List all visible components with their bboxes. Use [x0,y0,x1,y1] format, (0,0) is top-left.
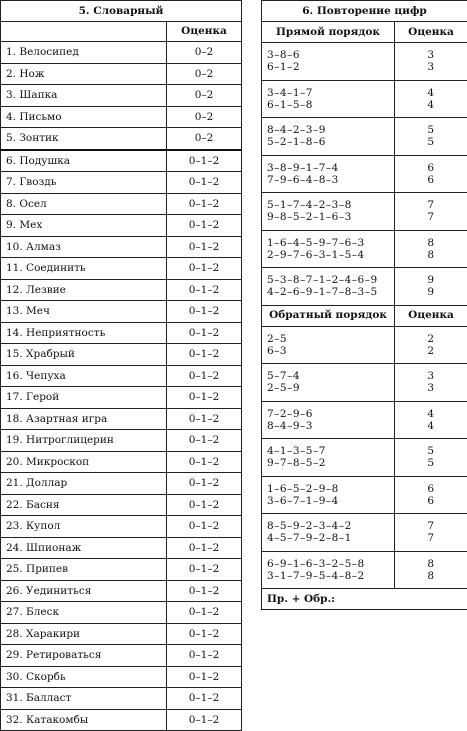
vocabulary-word: 5. Зонтик [1,128,167,150]
backward-order-header: Обратный порядок [262,305,395,326]
vocabulary-score: 0–1–2 [167,602,242,624]
sequence-trial-1: 1–6–4–5–9–7–6–3 [267,237,389,249]
sequence-trial-1: 3–4–1–7 [267,87,389,99]
forward-order-scores [395,268,467,306]
digit-span-table-body [262,1,467,610]
vocabulary-score: 0–1–2 [167,344,242,366]
vocabulary-row [1,473,242,495]
vocabulary-score: 0–1–2 [167,322,242,344]
vocabulary-score: 0–1–2 [167,580,242,602]
sequence-trial-2: 3–1–7–9–5–4–8–2 [267,570,389,582]
vocabulary-word: 32. Катакомбы [1,709,167,731]
vocabulary-word: 22. Басня [1,494,167,516]
sequence-trial-2: 4–5–7–9–2–8–1 [267,532,389,544]
backward-order-scores [395,439,467,477]
forward-order-row [262,155,467,193]
vocabulary-word: 20. Микроскоп [1,451,167,473]
backward-order-sequences [262,401,395,439]
sequence-trial-2: 9–7–8–5–2 [267,457,389,469]
vocabulary-row [1,236,242,258]
vocabulary-row [1,63,242,85]
forward-order-sequences [262,230,395,268]
vocabulary-word: 3. Шапка [1,85,167,107]
backward-order-scores [395,364,467,402]
backward-order-sequences [262,364,395,402]
score-trial-1: 7 [400,199,462,211]
vocabulary-score: 0–2 [167,106,242,128]
forward-order-row [262,193,467,231]
vocabulary-score: 0–1–2 [167,709,242,731]
vocabulary-row [1,85,242,107]
score-trial-1: 7 [400,520,462,532]
vocabulary-row [1,709,242,731]
score-trial-2: 3 [400,61,462,73]
vocabulary-row [1,301,242,323]
sequence-trial-2: 2–5–9 [267,382,389,394]
backward-order-score-header: Оценка [395,305,467,326]
vocabulary-word: 19. Нитроглицерин [1,430,167,452]
forward-order-scores [395,80,467,118]
score-trial-2: 6 [400,495,462,507]
forward-order-header: Прямой порядок [262,22,395,43]
score-trial-2: 5 [400,136,462,148]
sequence-trial-2: 6–1–5–8 [267,99,389,111]
score-trial-1: 3 [400,49,462,61]
forward-order-sequences [262,193,395,231]
vocabulary-word: 12. Лезвие [1,279,167,301]
backward-order-sequences [262,476,395,514]
vocabulary-score: 0–1–2 [167,537,242,559]
forward-order-sequences [262,268,395,306]
vocabulary-row [1,387,242,409]
vocabulary-word: 11. Соединить [1,258,167,280]
vocabulary-row [1,645,242,667]
sequence-trial-2: 6–1–2 [267,61,389,73]
digit-span-title-row [262,1,467,22]
vocabulary-row [1,128,242,150]
vocabulary-score: 0–1–2 [167,516,242,538]
vocabulary-word: 17. Герой [1,387,167,409]
vocabulary-row [1,559,242,581]
backward-order-sequences [262,551,395,589]
forward-order-row [262,80,467,118]
vocabulary-word: 21. Доллар [1,473,167,495]
score-trial-1: 5 [400,445,462,457]
vocabulary-title: 5. Словарный [1,1,242,22]
vocabulary-header-blank [1,22,167,42]
vocabulary-row [1,580,242,602]
sequence-trial-2: 9–8–5–2–1–6–3 [267,211,389,223]
vocabulary-row [1,279,242,301]
score-trial-1: 4 [400,408,462,420]
vocabulary-word: 14. Неприятность [1,322,167,344]
score-trial-1: 8 [400,237,462,249]
backward-order-scores [395,551,467,589]
vocabulary-score: 0–1–2 [167,172,242,194]
sequence-trial-2: 3–6–7–1–9–4 [267,495,389,507]
vocabulary-score: 0–1–2 [167,623,242,645]
forward-order-sequences [262,43,395,81]
vocabulary-score: 0–1–2 [167,494,242,516]
sequence-trial-1: 8–5–9–2–3–4–2 [267,520,389,532]
vocabulary-word: 26. Уединиться [1,580,167,602]
sequence-trial-1: 4–1–3–5–7 [267,445,389,457]
vocabulary-row [1,42,242,64]
vocabulary-score: 0–1–2 [167,473,242,495]
vocabulary-score: 0–1–2 [167,279,242,301]
vocabulary-row [1,666,242,688]
sequence-trial-1: 3–8–9–1–7–4 [267,162,389,174]
digit-span-total-row [262,589,467,610]
vocabulary-word: 24. Шпионаж [1,537,167,559]
forward-order-scores [395,155,467,193]
score-trial-2: 7 [400,532,462,544]
sequence-trial-1: 1–6–5–2–9–8 [267,483,389,495]
vocabulary-score: 0–1–2 [167,365,242,387]
digit-span-table [261,0,467,610]
forward-order-row [262,43,467,81]
sequence-trial-2: 2–9–7–6–3–1–5–4 [267,249,389,261]
forward-order-scores [395,193,467,231]
vocabulary-score: 0–1–2 [167,666,242,688]
vocabulary-row [1,106,242,128]
vocabulary-row [1,365,242,387]
vocabulary-row [1,150,242,172]
score-trial-1: 6 [400,162,462,174]
vocabulary-score-header: Оценка [167,22,242,42]
score-trial-1: 3 [400,370,462,382]
vocabulary-row [1,623,242,645]
forward-order-row [262,230,467,268]
score-trial-2: 9 [400,286,462,298]
vocabulary-score: 0–1–2 [167,236,242,258]
score-trial-2: 3 [400,382,462,394]
vocabulary-word: 18. Азартная игра [1,408,167,430]
forward-order-sequences [262,118,395,156]
backward-order-scores [395,326,467,364]
backward-order-scores [395,476,467,514]
vocabulary-word: 10. Алмаз [1,236,167,258]
score-trial-1: 6 [400,483,462,495]
backward-order-row [262,439,467,477]
vocabulary-word: 4. Письмо [1,106,167,128]
score-trial-2: 6 [400,174,462,186]
vocabulary-word: 31. Балласт [1,688,167,710]
backward-order-sequences [262,439,395,477]
vocabulary-word: 29. Ретироваться [1,645,167,667]
vocabulary-word: 6. Подушка [1,150,167,172]
backward-order-header-row [262,305,467,326]
vocabulary-word: 1. Велосипед [1,42,167,64]
sequence-trial-2: 8–4–9–3 [267,420,389,432]
vocabulary-score: 0–1–2 [167,387,242,409]
sequence-trial-2: 4–2–6–9–1–7–8–3–5 [267,286,389,298]
score-trial-2: 7 [400,211,462,223]
sequence-trial-2: 7–9–6–4–8–3 [267,174,389,186]
sequence-trial-1: 3–8–6 [267,49,389,61]
sequence-trial-1: 5–1–7–4–2–3–8 [267,199,389,211]
backward-order-row [262,551,467,589]
vocabulary-table-body [1,1,242,731]
vocabulary-word: 7. Гвоздь [1,172,167,194]
vocabulary-word: 27. Блеск [1,602,167,624]
vocabulary-score: 0–2 [167,128,242,150]
vocabulary-row [1,408,242,430]
vocabulary-row [1,537,242,559]
forward-order-scores [395,118,467,156]
vocabulary-row [1,344,242,366]
score-trial-2: 8 [400,570,462,582]
score-trial-2: 4 [400,99,462,111]
vocabulary-row [1,430,242,452]
score-trial-1: 8 [400,558,462,570]
vocabulary-word: 23. Купол [1,516,167,538]
forward-order-row [262,268,467,306]
backward-order-row [262,401,467,439]
vocabulary-word: 28. Харакири [1,623,167,645]
backward-order-sequences [262,326,395,364]
sequence-trial-2: 5–2–1–8–6 [267,136,389,148]
vocabulary-score: 0–2 [167,85,242,107]
vocabulary-row [1,258,242,280]
vocabulary-score: 0–1–2 [167,645,242,667]
vocabulary-row [1,602,242,624]
vocabulary-word: 13. Меч [1,301,167,323]
sequence-trial-1: 7–2–9–6 [267,408,389,420]
vocabulary-score: 0–1–2 [167,193,242,215]
sequence-trial-1: 8–4–2–3–9 [267,124,389,136]
vocabulary-score: 0–1–2 [167,688,242,710]
sequence-trial-1: 5–7–4 [267,370,389,382]
backward-order-scores [395,514,467,552]
vocabulary-score: 0–1–2 [167,408,242,430]
forward-order-scores [395,43,467,81]
forward-order-row [262,118,467,156]
vocabulary-word: 8. Осел [1,193,167,215]
vocabulary-row [1,193,242,215]
forward-order-header-row [262,22,467,43]
score-trial-1: 9 [400,274,462,286]
forward-order-sequences [262,155,395,193]
vocabulary-score: 0–1–2 [167,150,242,172]
score-trial-2: 5 [400,457,462,469]
vocabulary-row [1,322,242,344]
score-trial-2: 4 [400,420,462,432]
vocabulary-title-row [1,1,242,22]
vocabulary-word: 25. Припев [1,559,167,581]
vocabulary-score: 0–1–2 [167,451,242,473]
score-trial-1: 5 [400,124,462,136]
vocabulary-score: 0–1–2 [167,559,242,581]
sequence-trial-2: 6–3 [267,345,389,357]
vocabulary-word: 16. Чепуха [1,365,167,387]
score-trial-1: 2 [400,333,462,345]
vocabulary-score: 0–1–2 [167,301,242,323]
sequence-trial-1: 5–3–8–7–1–2–4–6–9 [267,274,389,286]
vocabulary-score: 0–1–2 [167,430,242,452]
forward-order-scores [395,230,467,268]
vocabulary-row [1,494,242,516]
score-trial-2: 8 [400,249,462,261]
vocabulary-row [1,451,242,473]
vocabulary-word: 9. Мех [1,215,167,237]
backward-order-row [262,476,467,514]
vocabulary-row [1,172,242,194]
vocabulary-row [1,516,242,538]
vocabulary-score: 0–1–2 [167,258,242,280]
sequence-trial-1: 6–9–1–6–3–2–5–8 [267,558,389,570]
backward-order-row [262,326,467,364]
vocabulary-header-row [1,22,242,42]
backward-order-row [262,514,467,552]
vocabulary-word: 2. Нож [1,63,167,85]
forward-order-score-header: Оценка [395,22,467,43]
score-trial-1: 4 [400,87,462,99]
vocabulary-word: 30. Скорбь [1,666,167,688]
backward-order-row [262,364,467,402]
sequence-trial-1: 2–5 [267,333,389,345]
backward-order-sequences [262,514,395,552]
forward-order-sequences [262,80,395,118]
vocabulary-score: 0–1–2 [167,215,242,237]
vocabulary-score: 0–2 [167,63,242,85]
backward-order-scores [395,401,467,439]
vocabulary-row [1,215,242,237]
digit-span-title: 6. Повторение цифр [262,1,467,22]
vocabulary-score: 0–2 [167,42,242,64]
vocabulary-word: 15. Храбрый [1,344,167,366]
digit-span-total-label: Пр. + Обр.: [262,589,467,610]
score-trial-2: 2 [400,345,462,357]
